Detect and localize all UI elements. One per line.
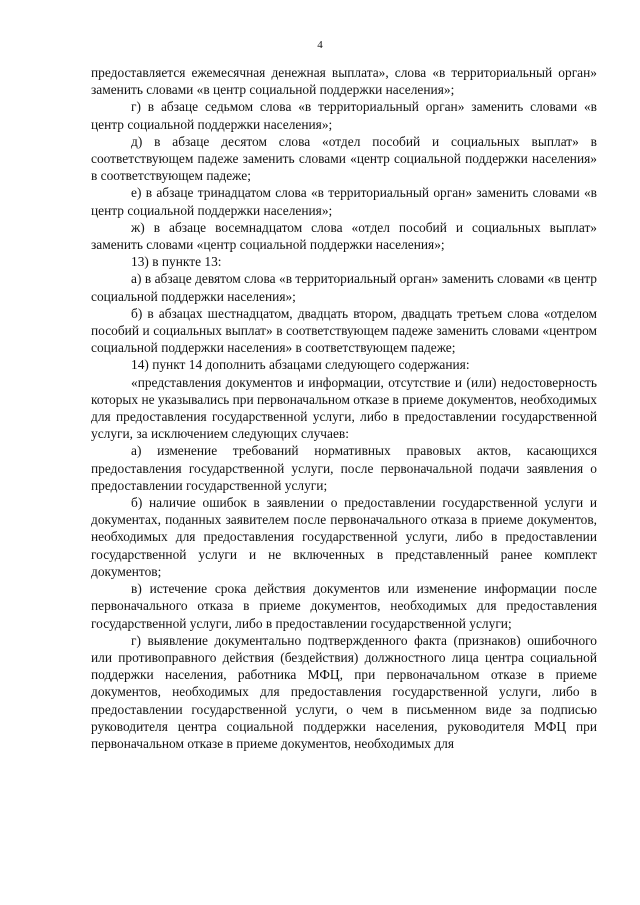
paragraph-12: б) наличие ошибок в заявлении о предоставлении государственной услуги и документах, поданных заявителем после первоначального отказа в приеме документов, необходимых для предоставления государственной услуги, либо в предоставлении государственной услуги и не включенных в представленный ранее комплект документов; — [91, 495, 597, 579]
document-body — [91, 64, 597, 752]
page-number: 4 — [317, 39, 323, 51]
paragraph-7: а) в абзаце девятом слова «в территориальный орган» заменить словами «в центр социальной поддержки населения»; — [91, 271, 597, 304]
paragraph-4: е) в абзаце тринадцатом слова «в территориальный орган» заменить словами «в центр социальной поддержки населения»; — [91, 185, 597, 218]
paragraph-10: «представления документов и информации, отсутствие и (или) недостоверность которых не указывались при первоначальном отказе в приеме документов, необходимых для предоставления государственной услуги, либо в предоставлении государственной услуги, за исключением следующих случаев: — [91, 374, 597, 442]
paragraph-13: в) истечение срока действия документов или изменение информации после первоначального отказа в приеме документов, необходимых для предоставления государственной услуги, либо в предоставлении государственной услуги; — [91, 581, 597, 631]
paragraph-3: д) в абзаце десятом слова «отдел пособий и социальных выплат» в соответствующем падеже заменить словами «центр социальной поддержки населения» в соответствующем падеже; — [91, 133, 597, 184]
paragraph-11: а) изменение требований нормативных правовых актов, касающихся предоставления государственной услуги, после первоначальной подачи заявления о предоставлении государственной услуги; — [91, 443, 597, 493]
paragraph-1: предоставляется ежемесячная денежная выплата», слова «в территориальный орган» заменить словами «в центр социальной поддержки населения»; — [91, 65, 597, 98]
paragraph-14: г) выявление документально подтвержденного факта (признаков) ошибочного или противоправного действия (бездействия) должностного лица центра социальной поддержки населения, работника МФЦ, при первоначальном отказе в приеме документов, необходимых для предоставления государственной услуги, либо в предоставлении государственной услуги, о чем в письменном виде за подписью руководителя центра социальной поддержки населения, руководителя МФЦ при первоначальном отказе в приеме документов, необходимых для — [91, 632, 597, 751]
paragraph-5: ж) в абзаце восемнадцатом слова «отдел пособий и социальных выплат» заменить словами «центр социальной поддержки населения»; — [91, 219, 597, 253]
paragraph-8: б) в абзацах шестнадцатом, двадцать втором, двадцать третьем слова «отделом пособий и социальных выплат» в соответствующем падеже заменить словами «центром социальной поддержки населения» в соответствующем падеже; — [91, 305, 597, 356]
paragraph-9: 14) пункт 14 дополнить абзацами следующего содержания: — [131, 357, 470, 373]
paragraph-6: 13) в пункте 13: — [131, 254, 222, 270]
paragraph-2: г) в абзаце седьмом слова «в территориальный орган» заменить словами «в центр социальной поддержки населения»; — [91, 99, 597, 132]
